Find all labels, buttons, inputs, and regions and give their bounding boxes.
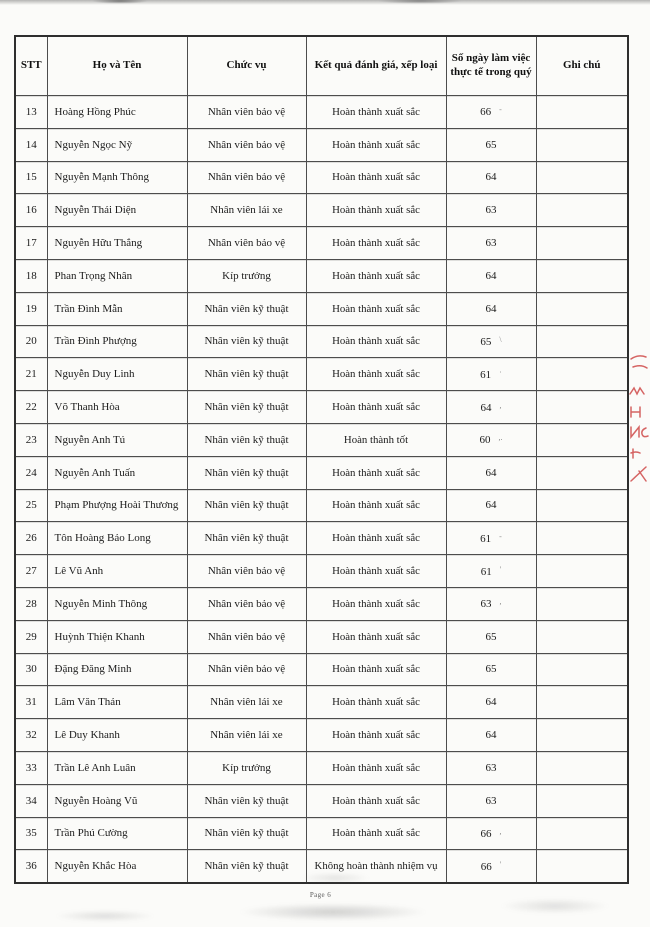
table-row	[15, 751, 628, 784]
table-row	[15, 194, 628, 227]
cell-note	[536, 522, 628, 555]
table-row	[15, 719, 628, 752]
cell-position: Nhân viên kỹ thuật	[187, 358, 306, 391]
cell-result: Hoàn thành xuất sắc	[306, 456, 446, 489]
cell-result: Hoàn thành xuất sắc	[306, 489, 446, 522]
stray-pen-mark: -	[499, 105, 502, 115]
cell-stt: 34	[15, 784, 47, 817]
cell-name: Trần Lê Anh Luân	[47, 751, 187, 784]
cell-name: Đặng Đăng Minh	[47, 653, 187, 686]
cell-days: 66 '	[446, 850, 536, 883]
cell-days: 64	[446, 719, 536, 752]
cell-days: 64	[446, 686, 536, 719]
cell-note	[536, 719, 628, 752]
cell-result: Hoàn thành xuất sắc	[306, 259, 446, 292]
cell-note	[536, 587, 628, 620]
cell-days: 64	[446, 292, 536, 325]
cell-result: Hoàn thành xuất sắc	[306, 522, 446, 555]
cell-name: Lê Vũ Anh	[47, 555, 187, 588]
table-row	[15, 784, 628, 817]
cell-stt: 13	[15, 96, 47, 129]
cell-days: 64 ,	[446, 391, 536, 424]
table-row	[15, 555, 628, 588]
cell-days: 61 ·	[446, 358, 536, 391]
cell-position: Nhân viên kỹ thuật	[187, 522, 306, 555]
cell-position: Kíp trưởng	[187, 259, 306, 292]
cell-name: Phan Trọng Nhân	[47, 259, 187, 292]
cell-days: 63	[446, 194, 536, 227]
cell-position: Nhân viên bảo vệ	[187, 555, 306, 588]
cell-note	[536, 194, 628, 227]
cell-stt: 28	[15, 587, 47, 620]
cell-name: Nguyễn Anh Tuấn	[47, 456, 187, 489]
cell-stt: 26	[15, 522, 47, 555]
cell-days: 63	[446, 784, 536, 817]
cell-note	[536, 423, 628, 456]
cell-position: Nhân viên kỹ thuật	[187, 850, 306, 883]
cell-note	[536, 653, 628, 686]
cell-result: Hoàn thành xuất sắc	[306, 620, 446, 653]
cell-note	[536, 620, 628, 653]
stray-pen-mark: '	[499, 564, 502, 574]
cell-days: 65	[446, 620, 536, 653]
cell-note	[536, 555, 628, 588]
table-row	[15, 686, 628, 719]
cell-note	[536, 128, 628, 161]
cell-stt: 23	[15, 423, 47, 456]
cell-position: Nhân viên bảo vệ	[187, 653, 306, 686]
scan-smudge	[500, 898, 610, 914]
cell-name: Trần Đình Mẫn	[47, 292, 187, 325]
scan-edge-artifact	[0, 0, 650, 5]
cell-stt: 15	[15, 161, 47, 194]
cell-result: Hoàn thành xuất sắc	[306, 227, 446, 260]
cell-position: Nhân viên bảo vệ	[187, 161, 306, 194]
cell-stt: 21	[15, 358, 47, 391]
cell-note	[536, 227, 628, 260]
cell-note	[536, 259, 628, 292]
table-row	[15, 522, 628, 555]
cell-result: Hoàn thành tốt	[306, 423, 446, 456]
cell-name: Tôn Hoàng Bảo Long	[47, 522, 187, 555]
cell-result: Hoàn thành xuất sắc	[306, 128, 446, 161]
cell-name: Trần Đình Phượng	[47, 325, 187, 358]
table-row	[15, 456, 628, 489]
header-row	[15, 36, 628, 96]
column-header-stt: STT	[15, 36, 47, 96]
cell-note	[536, 161, 628, 194]
table-row	[15, 423, 628, 456]
cell-position: Nhân viên lái xe	[187, 194, 306, 227]
cell-note	[536, 456, 628, 489]
cell-note	[536, 784, 628, 817]
cell-days: 65 \	[446, 325, 536, 358]
cell-name: Nguyễn Anh Tú	[47, 423, 187, 456]
table-row	[15, 358, 628, 391]
table-row	[15, 587, 628, 620]
cell-result: Hoàn thành xuất sắc	[306, 325, 446, 358]
cell-days: 61 '	[446, 555, 536, 588]
table-row	[15, 292, 628, 325]
stray-pen-mark: ,	[499, 400, 502, 410]
cell-result: Hoàn thành xuất sắc	[306, 817, 446, 850]
cell-stt: 33	[15, 751, 47, 784]
cell-name: Võ Thanh Hòa	[47, 391, 187, 424]
page-number: Page 6	[309, 891, 332, 899]
cell-position: Nhân viên lái xe	[187, 686, 306, 719]
cell-stt: 18	[15, 259, 47, 292]
stray-pen-mark: \	[499, 334, 502, 344]
table-row	[15, 161, 628, 194]
cell-result: Hoàn thành xuất sắc	[306, 686, 446, 719]
cell-stt: 19	[15, 292, 47, 325]
cell-position: Nhân viên kỹ thuật	[187, 456, 306, 489]
stray-pen-mark: ,.	[498, 433, 503, 443]
cell-result: Hoàn thành xuất sắc	[306, 784, 446, 817]
cell-stt: 17	[15, 227, 47, 260]
table-row	[15, 850, 628, 883]
cell-name: Lê Duy Khanh	[47, 719, 187, 752]
cell-stt: 14	[15, 128, 47, 161]
table-row	[15, 489, 628, 522]
cell-position: Nhân viên bảo vệ	[187, 587, 306, 620]
cell-result: Hoàn thành xuất sắc	[306, 358, 446, 391]
cell-name: Trần Phú Cường	[47, 817, 187, 850]
table-row	[15, 325, 628, 358]
cell-name: Nguyễn Hữu Thắng	[47, 227, 187, 260]
cell-stt: 16	[15, 194, 47, 227]
table-row	[15, 653, 628, 686]
cell-days: 61 -	[446, 522, 536, 555]
cell-stt: 20	[15, 325, 47, 358]
cell-name: Nguyễn Khắc Hòa	[47, 850, 187, 883]
scan-smudge	[238, 903, 428, 921]
cell-note	[536, 292, 628, 325]
column-header-days: Số ngày làm việc thực tế trong quý	[446, 36, 536, 96]
red-margin-annotation	[628, 352, 650, 488]
cell-name: Hoàng Hồng Phúc	[47, 96, 187, 129]
cell-position: Nhân viên kỹ thuật	[187, 423, 306, 456]
table-row	[15, 620, 628, 653]
cell-stt: 25	[15, 489, 47, 522]
stray-pen-mark: ,	[499, 597, 502, 607]
cell-result: Không hoàn thành nhiệm vụ	[306, 850, 446, 883]
stray-pen-mark: ·	[499, 367, 502, 377]
cell-position: Nhân viên kỹ thuật	[187, 391, 306, 424]
cell-days: 65	[446, 128, 536, 161]
cell-position: Kíp trưởng	[187, 751, 306, 784]
cell-position: Nhân viên bảo vệ	[187, 620, 306, 653]
handwriting-icon	[628, 352, 650, 488]
cell-name: Phạm Phượng Hoài Thương	[47, 489, 187, 522]
cell-note	[536, 817, 628, 850]
cell-position: Nhân viên kỹ thuật	[187, 292, 306, 325]
cell-days: 63 ,	[446, 587, 536, 620]
cell-stt: 32	[15, 719, 47, 752]
cell-note	[536, 751, 628, 784]
cell-name: Nguyễn Duy Linh	[47, 358, 187, 391]
cell-days: 63	[446, 751, 536, 784]
table-row	[15, 817, 628, 850]
cell-result: Hoàn thành xuất sắc	[306, 719, 446, 752]
cell-result: Hoàn thành xuất sắc	[306, 587, 446, 620]
cell-result: Hoàn thành xuất sắc	[306, 555, 446, 588]
cell-stt: 29	[15, 620, 47, 653]
column-header-result: Kết quả đánh giá, xếp loại	[306, 36, 446, 96]
stray-pen-mark: -	[499, 531, 502, 541]
cell-stt: 31	[15, 686, 47, 719]
cell-position: Nhân viên kỹ thuật	[187, 489, 306, 522]
column-header-note: Ghi chú	[536, 36, 628, 96]
cell-note	[536, 325, 628, 358]
cell-position: Nhân viên bảo vệ	[187, 128, 306, 161]
cell-position: Nhân viên kỹ thuật	[187, 817, 306, 850]
table-header	[15, 36, 628, 96]
cell-days: 64	[446, 456, 536, 489]
cell-name: Huỳnh Thiện Khanh	[47, 620, 187, 653]
cell-days: 66 -	[446, 96, 536, 129]
table-row	[15, 259, 628, 292]
column-header-name: Họ và Tên	[47, 36, 187, 96]
cell-days: 66 ,	[446, 817, 536, 850]
cell-note	[536, 489, 628, 522]
cell-position: Nhân viên bảo vệ	[187, 227, 306, 260]
cell-name: Nguyễn Mạnh Thông	[47, 161, 187, 194]
cell-stt: 27	[15, 555, 47, 588]
scan-smudge	[55, 910, 155, 922]
stray-pen-mark: ,	[499, 826, 502, 836]
cell-position: Nhân viên lái xe	[187, 719, 306, 752]
table-row	[15, 128, 628, 161]
cell-days: 64	[446, 259, 536, 292]
cell-stt: 35	[15, 817, 47, 850]
cell-result: Hoàn thành xuất sắc	[306, 96, 446, 129]
cell-days: 64	[446, 161, 536, 194]
cell-result: Hoàn thành xuất sắc	[306, 161, 446, 194]
table-body	[15, 96, 628, 884]
cell-days: 63	[446, 227, 536, 260]
cell-note	[536, 391, 628, 424]
cell-note	[536, 358, 628, 391]
cell-result: Hoàn thành xuất sắc	[306, 751, 446, 784]
evaluation-table	[14, 35, 629, 884]
cell-name: Nguyễn Ngọc Nỹ	[47, 128, 187, 161]
cell-result: Hoàn thành xuất sắc	[306, 653, 446, 686]
cell-name: Lâm Văn Thản	[47, 686, 187, 719]
cell-name: Nguyễn Hoàng Vũ	[47, 784, 187, 817]
cell-name: Nguyễn Minh Thông	[47, 587, 187, 620]
stray-pen-mark: '	[499, 859, 502, 869]
cell-days: 60 ,.	[446, 423, 536, 456]
cell-result: Hoàn thành xuất sắc	[306, 391, 446, 424]
cell-days: 65	[446, 653, 536, 686]
column-header-position: Chức vụ	[187, 36, 306, 96]
cell-position: Nhân viên kỹ thuật	[187, 784, 306, 817]
cell-position: Nhân viên kỹ thuật	[187, 325, 306, 358]
cell-result: Hoàn thành xuất sắc	[306, 292, 446, 325]
table-row	[15, 96, 628, 129]
cell-stt: 30	[15, 653, 47, 686]
cell-name: Nguyễn Thái Diện	[47, 194, 187, 227]
table-row	[15, 227, 628, 260]
cell-stt: 22	[15, 391, 47, 424]
cell-stt: 36	[15, 850, 47, 883]
table-row	[15, 391, 628, 424]
cell-note	[536, 686, 628, 719]
cell-note	[536, 96, 628, 129]
cell-position: Nhân viên bảo vệ	[187, 96, 306, 129]
cell-stt: 24	[15, 456, 47, 489]
cell-days: 64	[446, 489, 536, 522]
cell-result: Hoàn thành xuất sắc	[306, 194, 446, 227]
cell-note	[536, 850, 628, 883]
